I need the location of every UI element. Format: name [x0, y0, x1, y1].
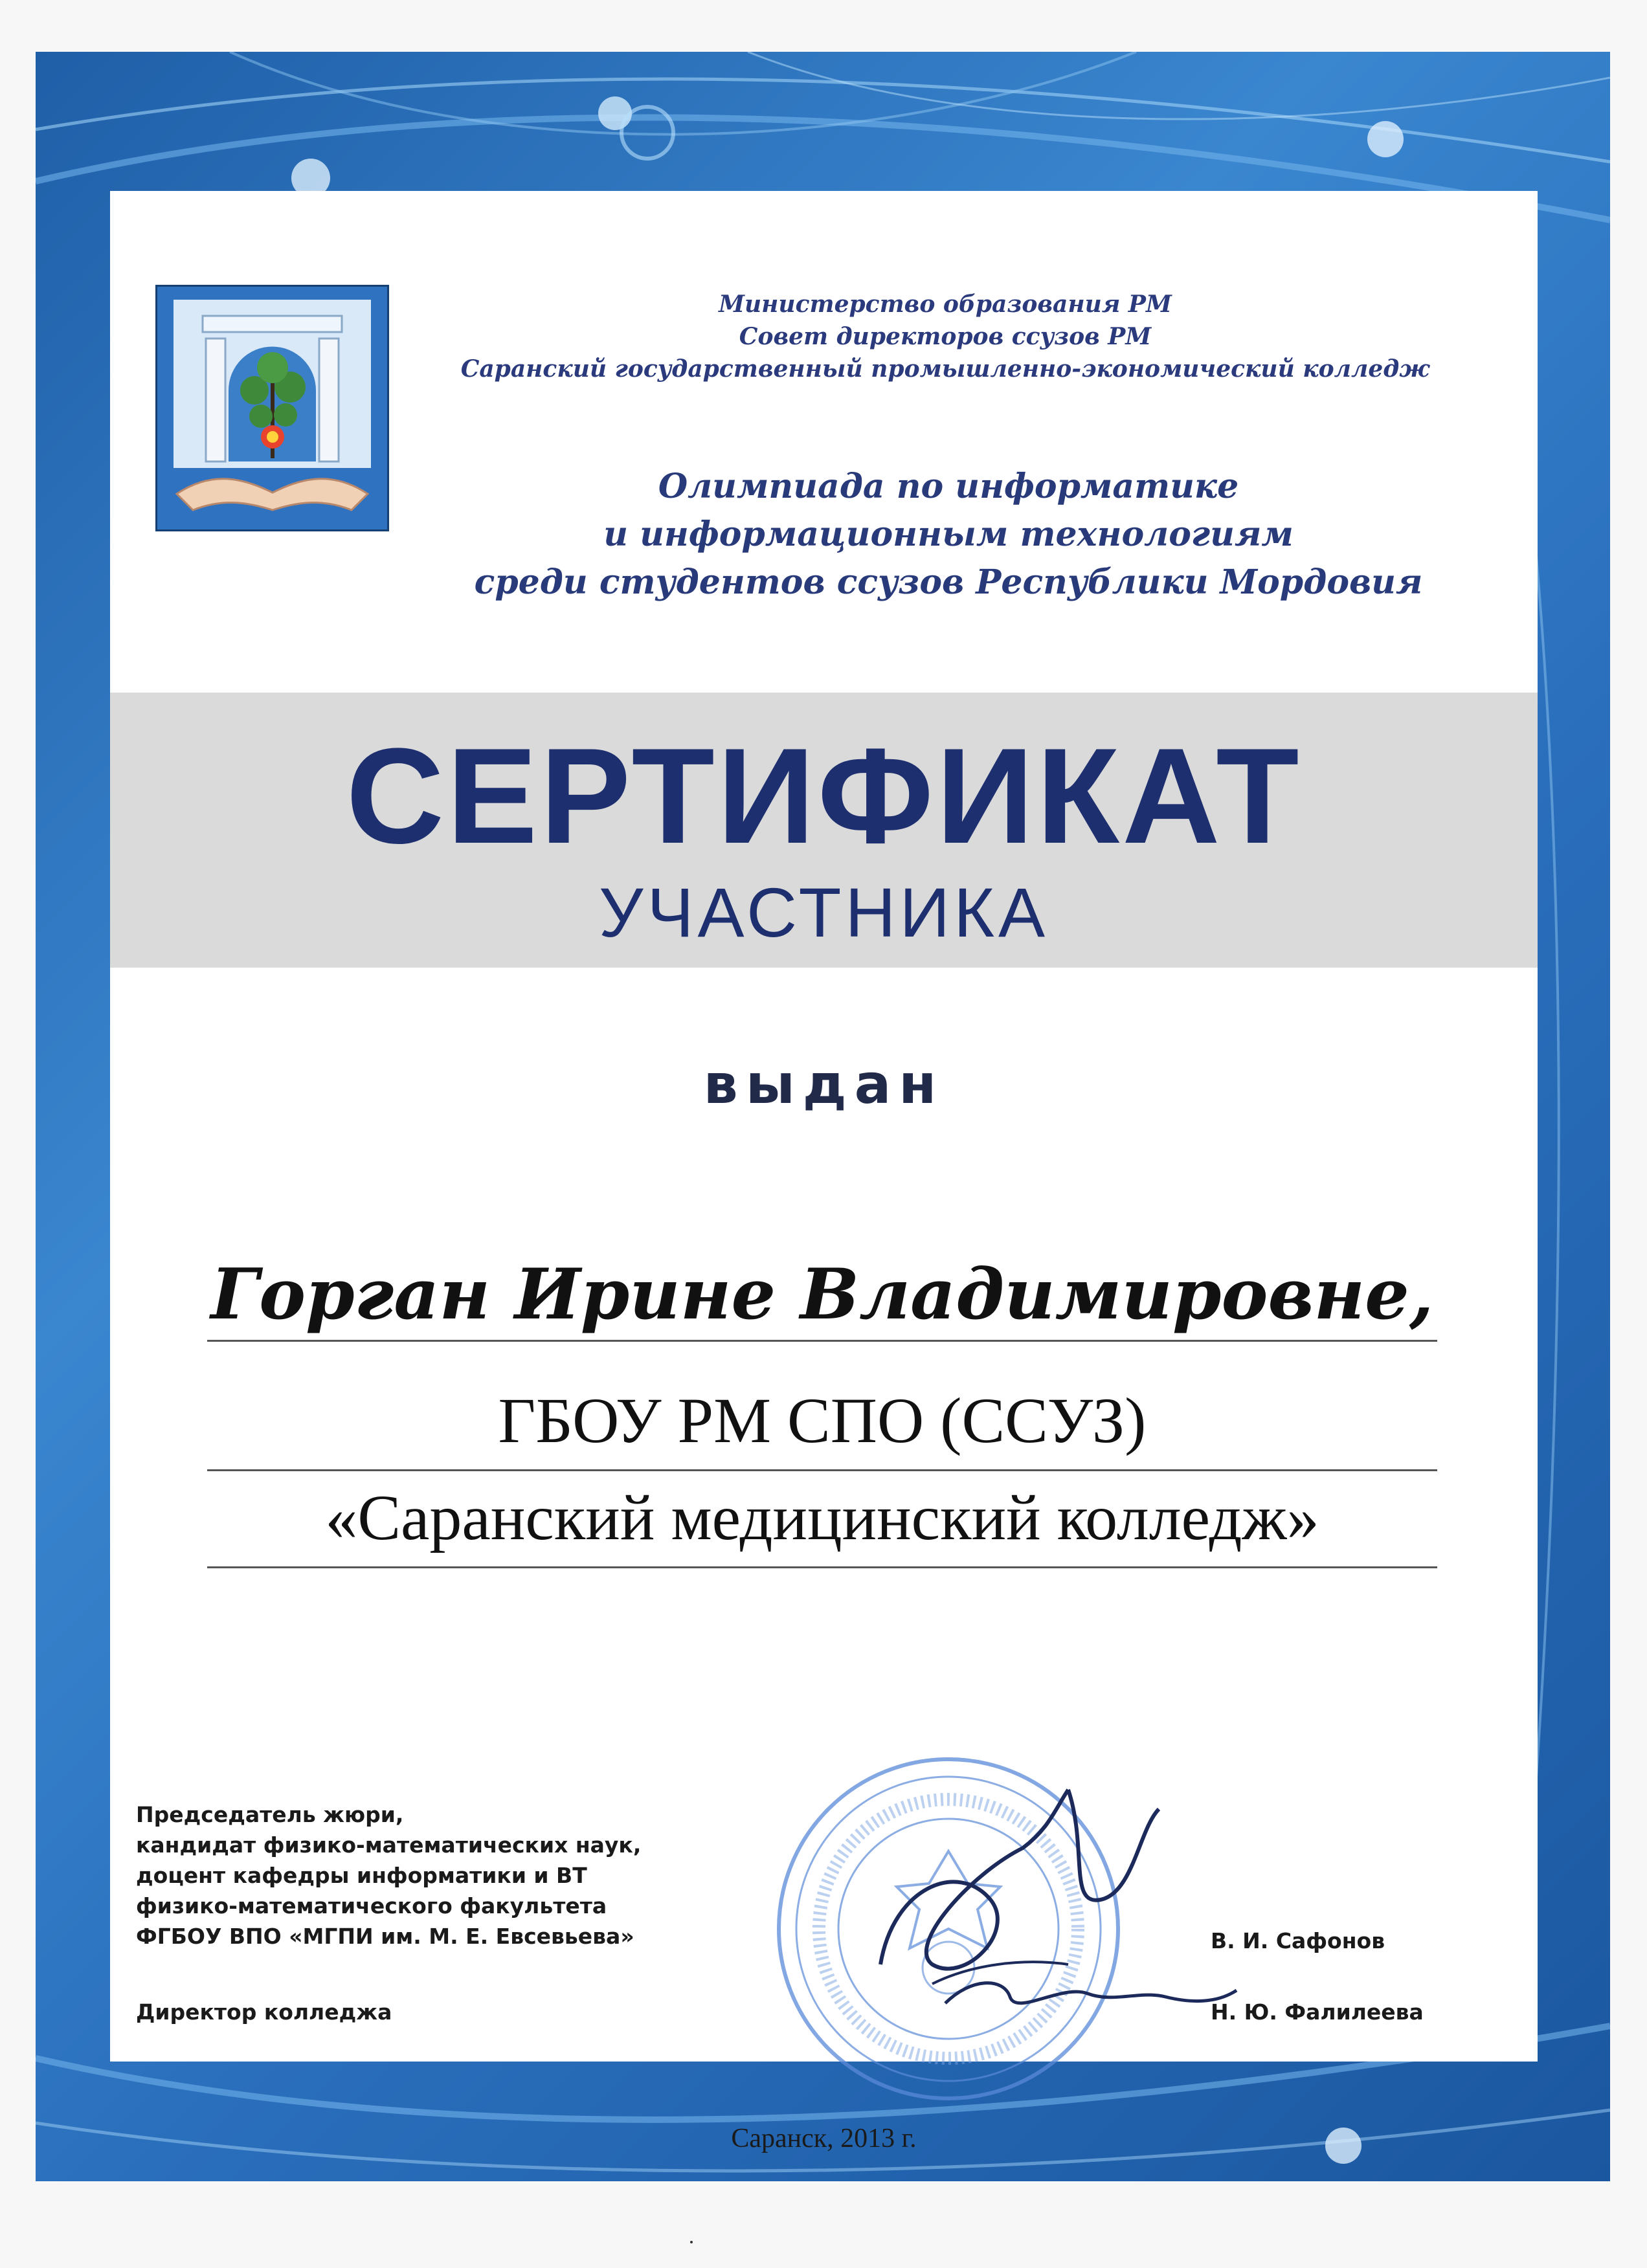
scan-speck: [690, 2241, 693, 2243]
olympiad-line-3: среди студентов ссузов Республики Мордовия: [474, 562, 1423, 602]
chair-name: В. И. Сафонов: [1211, 1928, 1385, 1953]
olympiad-line-2: и информационным технологиям: [603, 515, 1294, 554]
city-year: Саранск, 2013 г.: [731, 2124, 917, 2153]
chair-line: ФГБОУ ВПО «МГПИ им. М. Е. Евсевьева»: [136, 1924, 634, 1949]
certificate-body: [110, 191, 1538, 2153]
jury-chair-block: [136, 1799, 641, 1951]
institution-line-2: «Саранский медицинский колледж»: [325, 1482, 1319, 1553]
college-logo: [155, 285, 389, 531]
chair-line: доцент кафедры информатики и ВТ: [136, 1863, 587, 1888]
name-underline: [207, 1340, 1437, 1342]
chair-line: Председатель жюри,: [136, 1802, 404, 1827]
college-emblem-icon: [157, 287, 387, 529]
institution-line-1: ГБОУ РМ СПО (ССУЗ): [498, 1384, 1147, 1456]
certificate-title: СЕРТИФИКАТ: [346, 720, 1302, 872]
recipient-name: Горган Ирине Владимировне,: [210, 1254, 1434, 1335]
director-title: Директор колледжа: [136, 1999, 392, 2025]
college-line: Саранский государственный промышленно-экономический колледж: [460, 355, 1430, 383]
handwritten-signature: [855, 1770, 1243, 2042]
ministry-line: Министерство образования РМ: [719, 291, 1172, 318]
chair-line: физико-математического факультета: [136, 1893, 607, 1918]
certificate-frame: [36, 52, 1610, 2181]
director-name: Н. Ю. Фалилеева: [1211, 1999, 1424, 2025]
institution-underline-1: [207, 1469, 1437, 1471]
issued-label: выдан: [703, 1052, 945, 1116]
council-line: Совет директоров ссузов РМ: [739, 323, 1152, 350]
institution-underline-2: [207, 1566, 1437, 1568]
olympiad-line-1: Олимпиада по информатике: [658, 467, 1239, 506]
chair-line: кандидат физико-математических наук,: [136, 1832, 642, 1858]
certificate-subtitle: УЧАСТНИКА: [598, 873, 1049, 951]
